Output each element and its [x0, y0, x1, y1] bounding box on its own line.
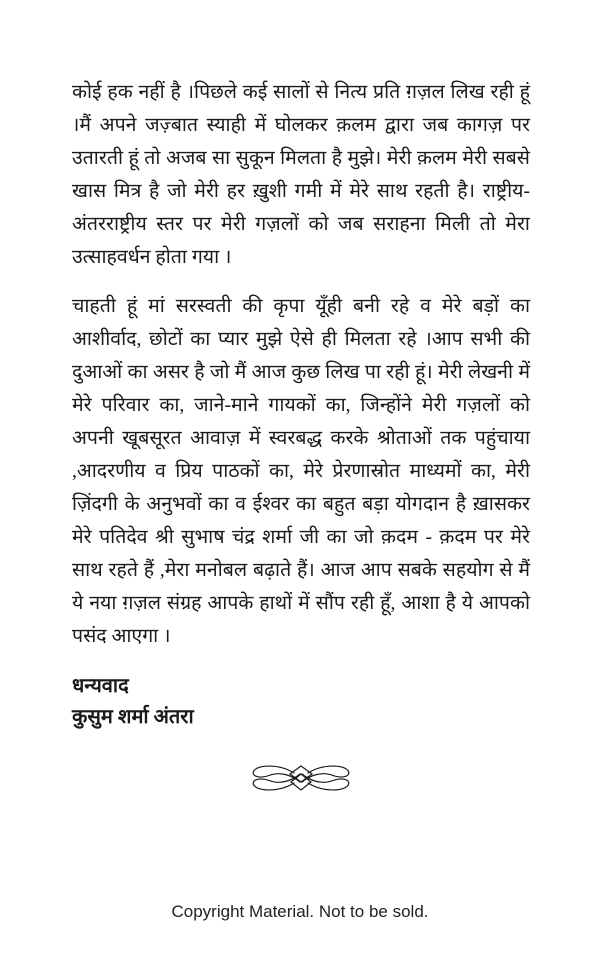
ornament-container	[72, 759, 530, 802]
signature-thanks: धन्यवाद	[72, 675, 129, 697]
signature-author-name: कुसुम शर्मा अंतरा	[72, 706, 194, 728]
page-text-block	[72, 76, 530, 802]
copyright-notice: Copyright Material. Not to be sold.	[171, 902, 429, 921]
paragraph-2: चाहती हूं मां सरस्वती की कृपा यूँही बनी रहे व मेरे बड़ों का आशीर्वाद, छोटों का प्यार मुझे ऐसे ही मिलता रहे ।आप सभी की दुआओं का असर है जो मैं आज कुछ लिख पा रही हूं। मेरी लेखनी में मेरे परिवार का, जाने-माने गायकों का, जिन्होंने मेरी गज़लों को अपनी खूबसूरत आवाज़ में स्वरबद्ध करके श्रोताओं तक पहुंचाया ,आदरणीय व प्रिय पाठकों का, मेरे प्रेरणास्रोत माध्यमों का, मेरी ज़िंदगी के अनुभवों का व ईश्वर का बहुत बड़ा योगदान है ख़ासकर मेरे पतिदेव श्री सुभाष चंद्र शर्मा जी का जो क़दम - क़दम पर मेरे साथ रहते हैं ,मेरा मनोबल बढ़ाते हैं। आज आप सबके सहयोग से मैं ये नया ग़ज़ल संग्रह आपके हाथों में सौंप रही हूँ, आशा है ये आपको पसंद आएगा ।	[72, 296, 530, 647]
calligraphic-flourish-icon	[246, 759, 356, 797]
paragraph-1: कोई हक नहीं है ।पिछले कई सालों से नित्य प्रति ग़ज़ल लिख रही हूं ।मैं अपने जज़्बात स्याही में घोलकर क़लम द्वारा जब कागज़ पर उतारती हूं तो अजब सा सुकून मिलता है मुझे। मेरी क़लम मेरी सबसे खास मित्र है जो मेरी हर ख़ुशी गमी में मेरे साथ रहती है। राष्ट्रीय-अंतरराष्ट्रीय स्तर पर मेरी गज़लों को जब सराहना मिली तो मेरा उत्साहवर्धन होता गया ।	[72, 82, 530, 268]
signature-block	[72, 671, 530, 733]
